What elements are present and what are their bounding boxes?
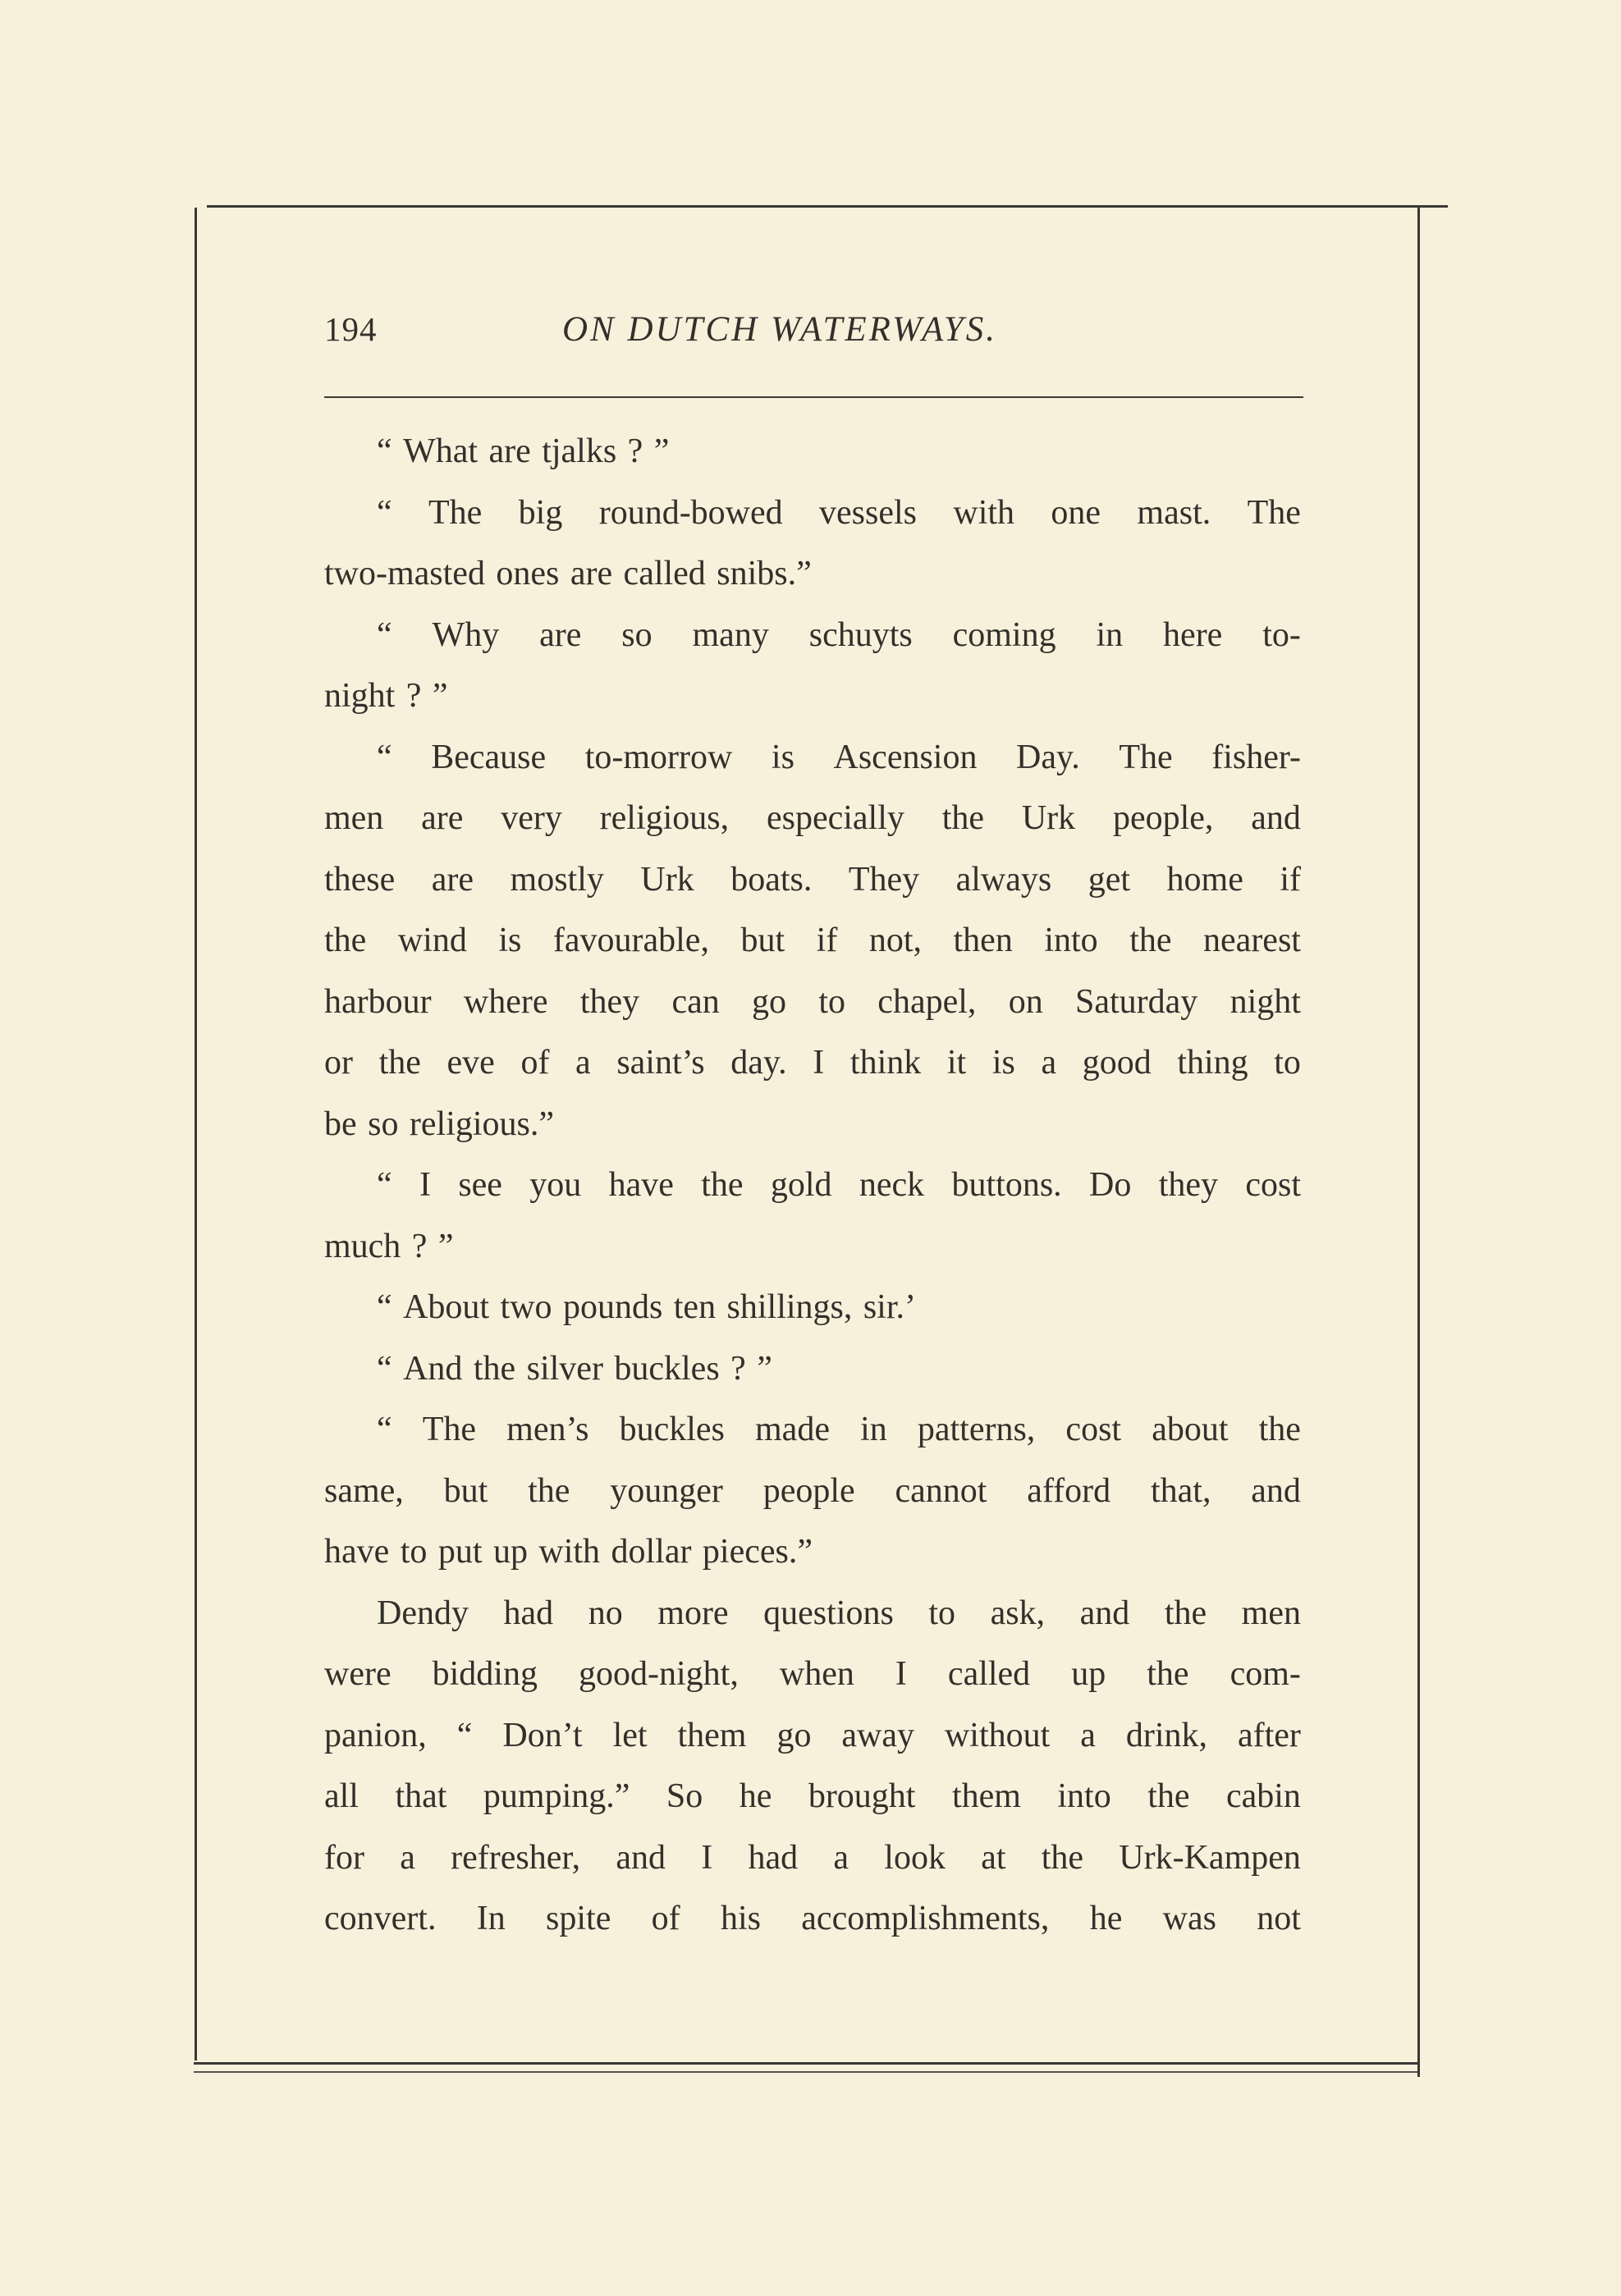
text-line: two-masted ones are called snibs.” bbox=[324, 555, 812, 592]
text-line: these are mostly Urk boats. They always get home if bbox=[324, 860, 1301, 899]
text-line: “ I see you have the gold neck buttons. Do they cost bbox=[377, 1166, 1301, 1204]
frame-bottom-rule bbox=[194, 2062, 1420, 2065]
text-line: “ Because to-morrow is Ascension Day. The fisher- bbox=[377, 738, 1301, 776]
text-line: harbour where they can go to chapel, on Saturday night bbox=[324, 982, 1301, 1021]
text-line: night ? ” bbox=[324, 677, 448, 715]
text-line: were bidding good-night, when I called up the com- bbox=[324, 1655, 1301, 1693]
text-line: same, but the younger people cannot afford that, and bbox=[324, 1471, 1301, 1510]
text-line: men are very religious, especially the Urk people, and bbox=[324, 799, 1301, 837]
text-line: “ Why are so many schuyts coming in here to- bbox=[377, 615, 1301, 654]
text-line: “ The men’s buckles made in patterns, cost about the bbox=[377, 1411, 1301, 1448]
text-line: “ The big round-bowed vessels with one mast. The bbox=[377, 493, 1301, 532]
frame-right-rule bbox=[1417, 208, 1420, 2077]
text-line: or the eve of a saint’s day. I think it is a good thing to bbox=[324, 1044, 1301, 1082]
text-line: panion, “ Don’t let them go away without a drink, after bbox=[324, 1716, 1301, 1754]
frame-left-rule bbox=[195, 208, 197, 2060]
text-line: “ And the silver buckles ? ” bbox=[377, 1349, 772, 1388]
frame-bottom-rule-inner bbox=[194, 2071, 1420, 2073]
running-title: ON DUTCH WATERWAYS. bbox=[562, 310, 998, 349]
text-line: much ? ” bbox=[324, 1227, 454, 1265]
text-line: for a refresher, and I had a look at the Urk-Kampen bbox=[324, 1838, 1301, 1877]
text-line: convert. In spite of his accomplishments, he was not bbox=[324, 1900, 1301, 1937]
text-line: all that pumping.” So he brought them into the cabin bbox=[324, 1777, 1301, 1815]
page-number: 194 bbox=[324, 310, 378, 348]
frame-top-rule bbox=[207, 205, 1448, 208]
text-line: Dendy had no more questions to ask, and the men bbox=[377, 1594, 1301, 1632]
text-line: the wind is favourable, but if not, then into the nearest bbox=[324, 922, 1301, 959]
text-line: “ About two pounds ten shillings, sir.’ bbox=[377, 1288, 916, 1326]
text-line: “ What are tjalks ? ” bbox=[377, 432, 670, 470]
text-line: have to put up with dollar pieces.” bbox=[324, 1533, 813, 1571]
text-line: be so religious.” bbox=[324, 1105, 555, 1143]
body-text bbox=[324, 421, 1301, 1950]
header-rule bbox=[324, 396, 1303, 398]
running-head bbox=[324, 309, 1096, 359]
